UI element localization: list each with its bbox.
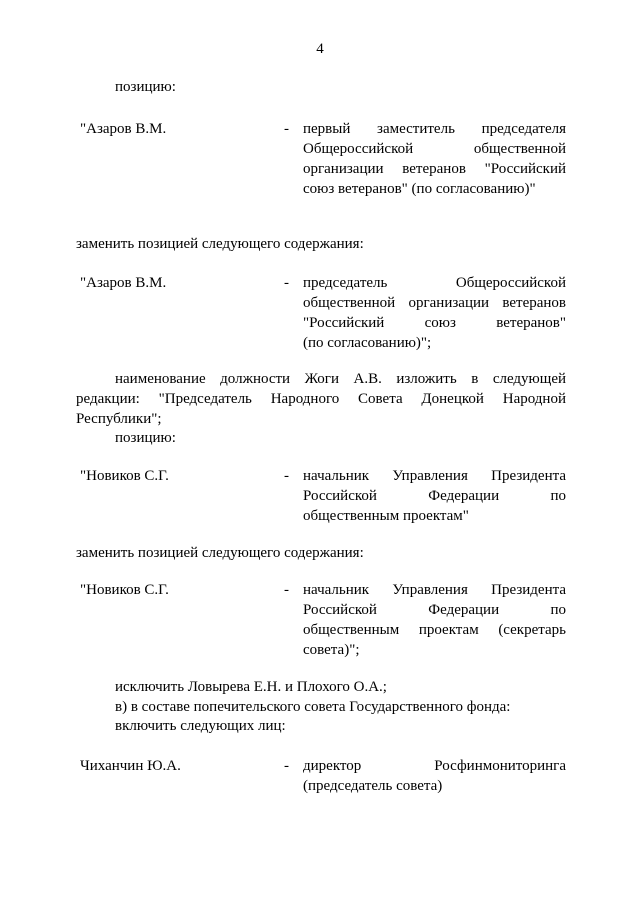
entry-dash: -	[284, 121, 289, 137]
description-line: общественным проектам"	[303, 508, 469, 524]
paragraph-line: Республики";	[76, 411, 162, 427]
description-line: начальник Управления Президента	[303, 468, 566, 484]
entry-dash: -	[284, 582, 289, 598]
description-line: начальник Управления Президента	[303, 582, 566, 598]
entry-name: "Новиков С.Г.	[80, 582, 169, 598]
description-line: организации ветеранов "Российский	[303, 161, 566, 177]
page-number: 4	[316, 41, 324, 57]
description-line: общественной организации ветеранов	[303, 295, 566, 311]
description-line: первый заместитель председателя	[303, 121, 566, 137]
description-line: "Российский союз ветеранов"	[303, 315, 566, 331]
description-line: Общероссийской общественной	[303, 141, 566, 157]
include-line: включить следующих лиц:	[115, 718, 286, 734]
entry-description	[303, 580, 566, 660]
description-line: общественным проектам (секретарь	[303, 622, 566, 638]
description-line: (по согласованию)";	[303, 335, 432, 351]
replace-label: заменить позицией следующего содержания:	[76, 545, 364, 561]
entry-dash: -	[284, 275, 289, 291]
description-line: директор Росфинмониторинга	[303, 758, 566, 774]
replace-label: заменить позицией следующего содержания:	[76, 236, 364, 252]
entry-dash: -	[284, 758, 289, 774]
board-line: в) в составе попечительского совета Государственного фонда:	[115, 699, 511, 715]
description-line: союз ветеранов" (по согласованию)"	[303, 181, 536, 197]
title-change-paragraph	[76, 369, 566, 429]
entry-dash: -	[284, 468, 289, 484]
entry-description	[303, 273, 566, 353]
description-line: (председатель совета)	[303, 778, 443, 794]
entry-name: Чиханчин Ю.А.	[80, 758, 181, 774]
position-label: позицию:	[115, 430, 176, 446]
description-line: Российской Федерации по	[303, 488, 566, 504]
entry-description	[303, 119, 566, 199]
position-label: позицию:	[115, 79, 176, 95]
entry-name: "Азаров В.М.	[80, 121, 167, 137]
entry-description	[303, 466, 566, 526]
description-line: совета)";	[303, 642, 360, 658]
description-line: председатель Общероссийской	[303, 275, 566, 291]
paragraph-line: наименование должности Жоги А.В. изложить в следующей	[115, 371, 566, 387]
entry-name: "Новиков С.Г.	[80, 468, 169, 484]
entry-name: "Азаров В.М.	[80, 275, 167, 291]
paragraph-line: редакции: "Председатель Народного Совета Донецкой Народной	[76, 391, 566, 407]
entry-description	[303, 756, 566, 796]
exclude-line: исключить Ловырева Е.Н. и Плохого О.А.;	[115, 679, 387, 695]
description-line: Российской Федерации по	[303, 602, 566, 618]
